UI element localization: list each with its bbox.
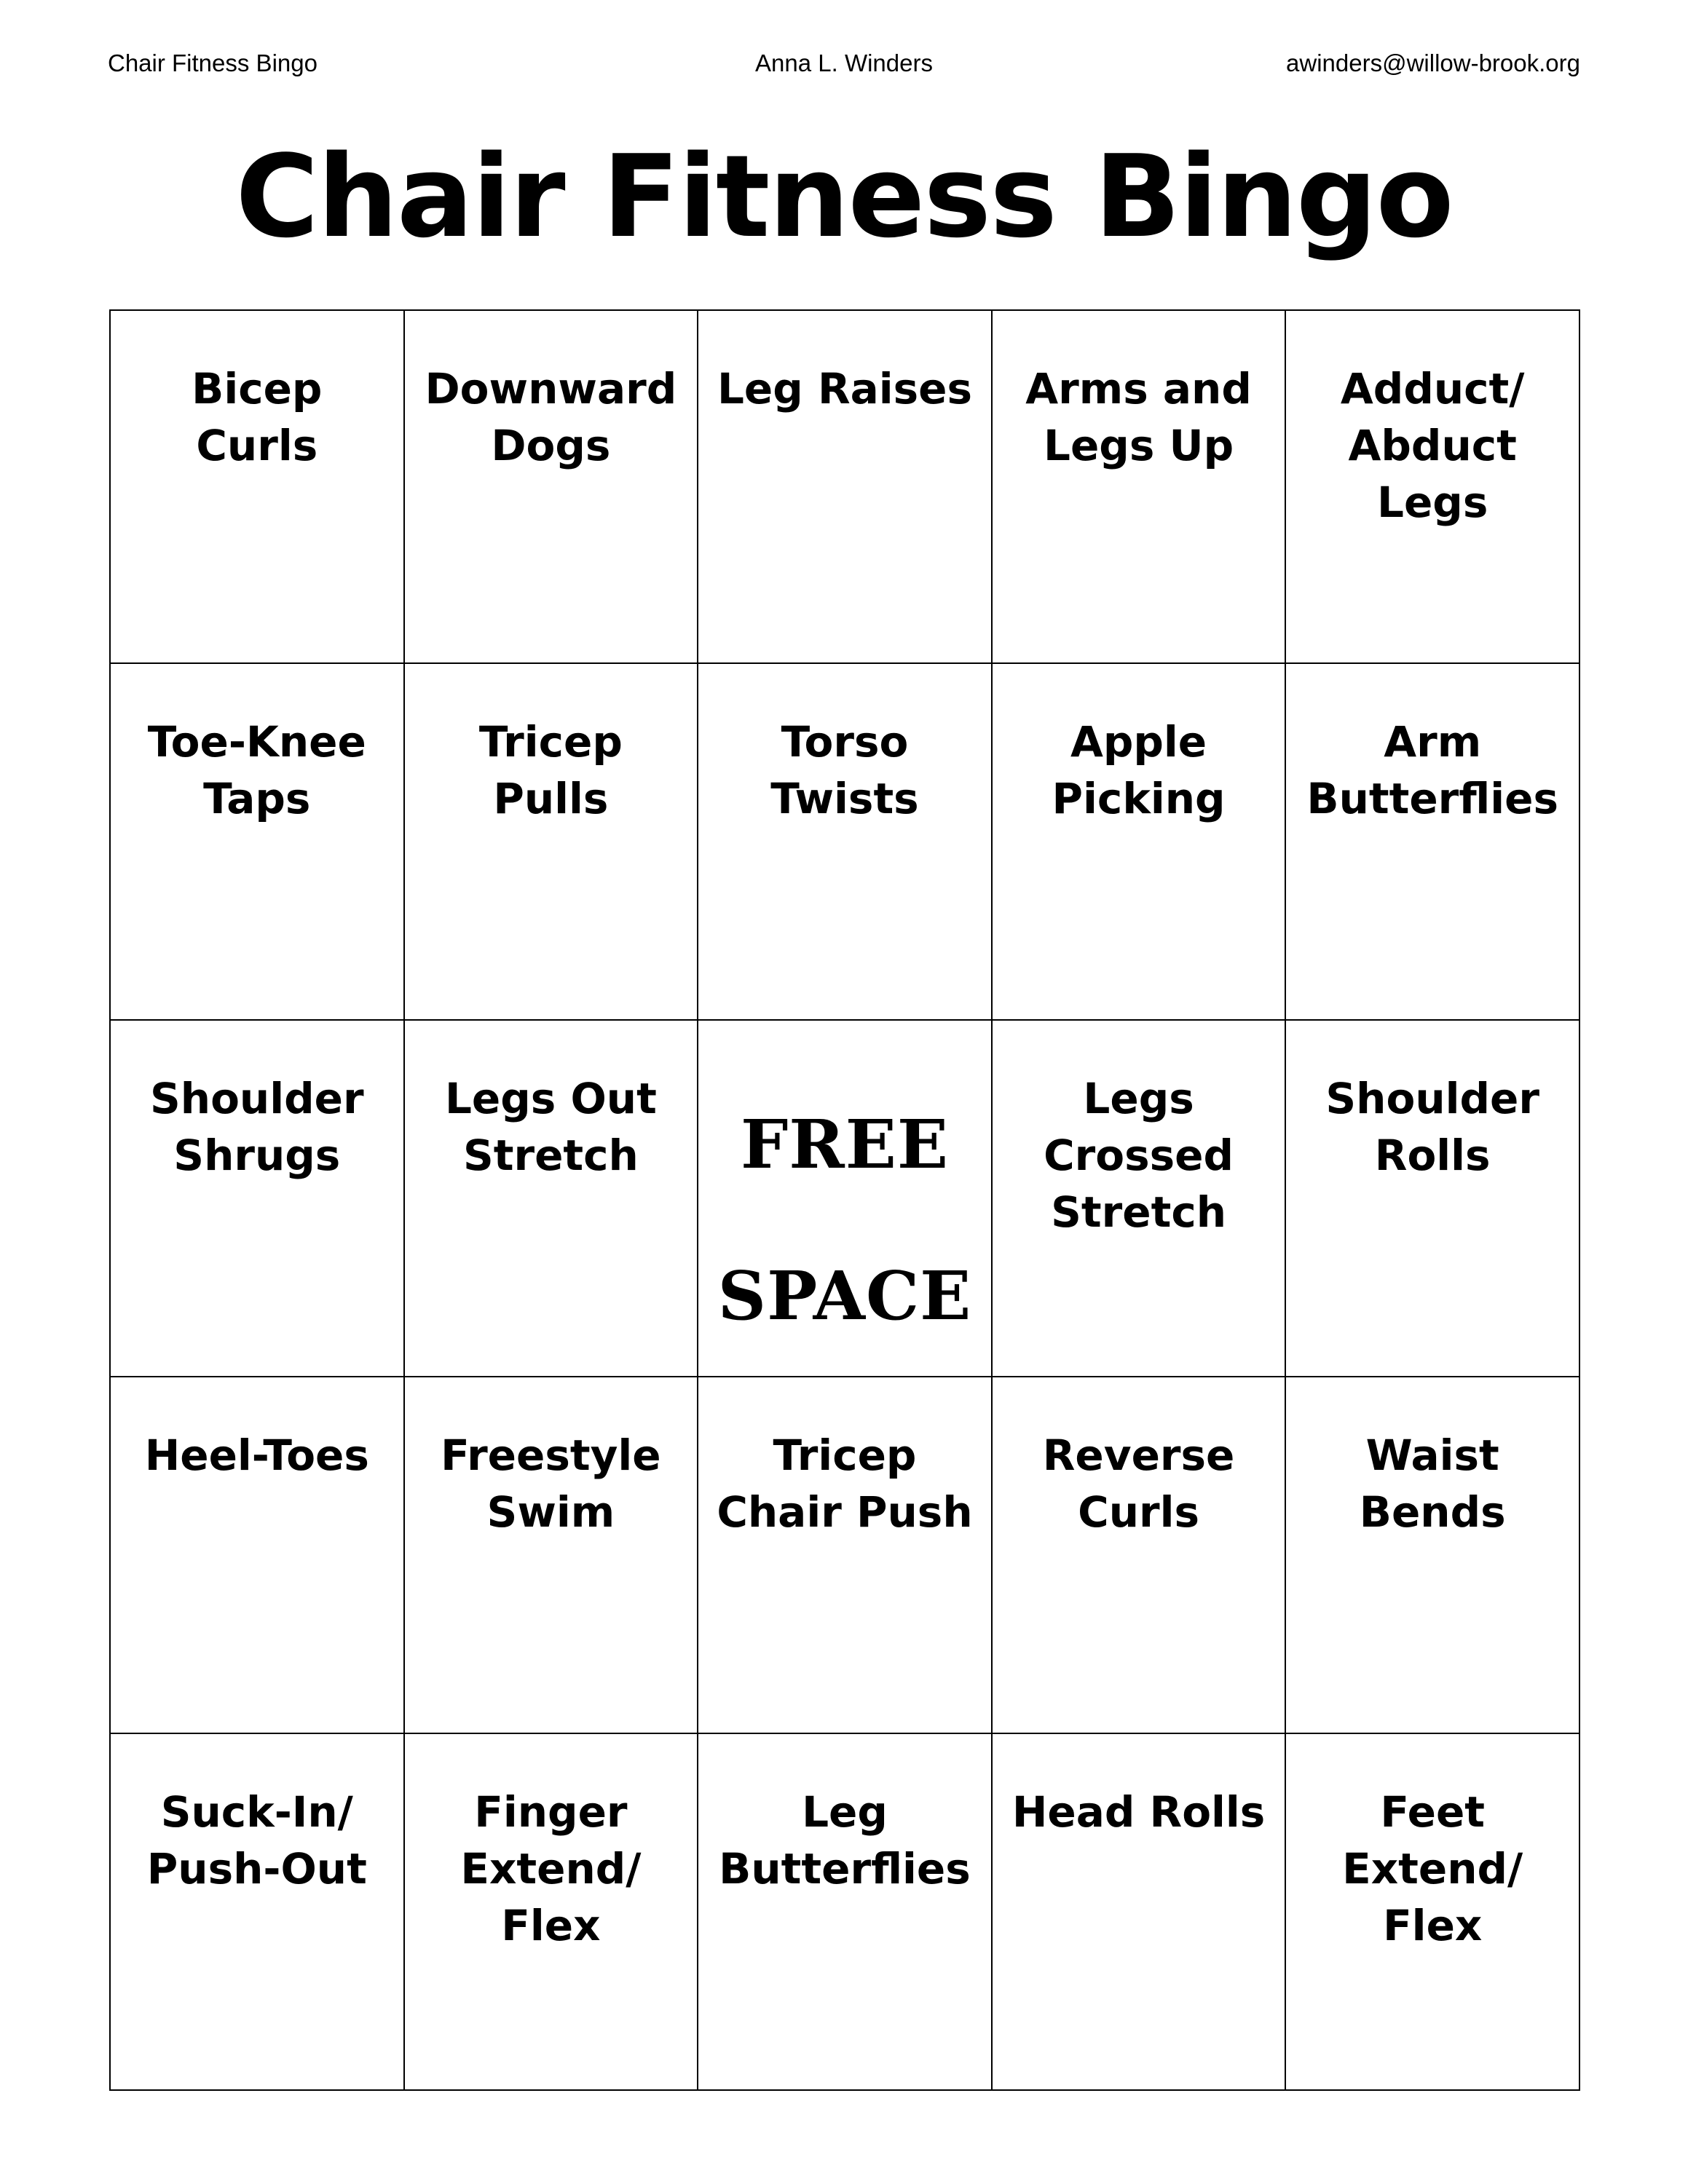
bingo-cell-label: Legs Out Stretch <box>444 1074 657 1180</box>
bingo-cell <box>404 1377 698 1733</box>
bingo-cell <box>404 1020 698 1377</box>
bingo-cell-label: Bicep Curls <box>192 364 323 470</box>
bingo-cell <box>1285 1733 1579 2090</box>
bingo-cell <box>992 1020 1286 1377</box>
bingo-cell <box>110 1020 404 1377</box>
bingo-cell <box>1285 1377 1579 1733</box>
bingo-cell-label: Head Rolls <box>1011 1787 1266 1837</box>
bingo-cell-label: Toe-Knee Taps <box>147 717 366 823</box>
bingo-row-3 <box>110 1020 1579 1377</box>
bingo-cell <box>992 310 1286 663</box>
bingo-cell <box>992 1377 1286 1733</box>
bingo-cell-label: Arm Butterflies <box>1306 717 1558 823</box>
bingo-cell-label: Downward Dogs <box>425 364 677 470</box>
bingo-cell <box>404 310 698 663</box>
bingo-cell-label: Tricep Pulls <box>478 717 623 823</box>
bingo-cell <box>404 1733 698 2090</box>
bingo-cell-label: Heel-Toes <box>144 1431 369 1480</box>
bingo-cell <box>110 663 404 1020</box>
bingo-row-2 <box>110 663 1579 1020</box>
bingo-cell-label: Apple Picking <box>1052 717 1226 823</box>
bingo-cell-label: Finger Extend/ Flex <box>460 1787 642 1950</box>
bingo-cell-label: Tricep Chair Push <box>717 1431 973 1537</box>
bingo-cell <box>1285 663 1579 1020</box>
bingo-cell-label: Arms and Legs Up <box>1025 364 1252 470</box>
bingo-cell-label: Leg Butterflies <box>719 1787 971 1894</box>
bingo-cell-label: Legs Crossed Stretch <box>1044 1074 1234 1237</box>
bingo-cell-label: Adduct/ Abduct Legs <box>1340 364 1525 527</box>
bingo-cell <box>110 1377 404 1733</box>
bingo-cell-label: Shoulder Shrugs <box>150 1074 364 1180</box>
bingo-grid <box>109 309 1580 2091</box>
bingo-cell-label: Shoulder Rolls <box>1325 1074 1539 1180</box>
bingo-cell <box>1285 310 1579 663</box>
header-left-text: Chair Fitness Bingo <box>108 50 318 76</box>
bingo-row-1 <box>110 310 1579 663</box>
bingo-row-5 <box>110 1733 1579 2090</box>
bingo-cell <box>698 1733 992 2090</box>
bingo-cell-label: Leg Raises <box>717 364 973 414</box>
bingo-cell-label: Freestyle Swim <box>441 1431 661 1537</box>
bingo-cell <box>992 1733 1286 2090</box>
bingo-cell <box>698 1377 992 1733</box>
bingo-cell-label: Waist Bends <box>1359 1431 1506 1537</box>
page-title: Chair Fitness Bingo <box>235 130 1453 263</box>
bingo-cell <box>992 663 1286 1020</box>
bingo-cell <box>110 310 404 663</box>
bingo-cell <box>698 663 992 1020</box>
bingo-cell-label: Reverse Curls <box>1042 1431 1235 1537</box>
bingo-cell-label: Suck-In/ Push-Out <box>146 1787 367 1894</box>
bingo-row-4 <box>110 1377 1579 1733</box>
bingo-cell <box>110 1733 404 2090</box>
free-space-cell <box>698 1020 992 1377</box>
header-author: Anna L. Winders <box>755 50 933 76</box>
page-header <box>108 50 1580 84</box>
bingo-cell <box>1285 1020 1579 1377</box>
bingo-cell-label: Torso Twists <box>770 717 919 823</box>
free-space-label: FREE SPACE <box>717 1105 972 1335</box>
header-email: awinders@willow-brook.org <box>1286 50 1580 76</box>
bingo-cell <box>404 663 698 1020</box>
bingo-cell-label: Feet Extend/ Flex <box>1342 1787 1523 1950</box>
bingo-cell <box>698 310 992 663</box>
